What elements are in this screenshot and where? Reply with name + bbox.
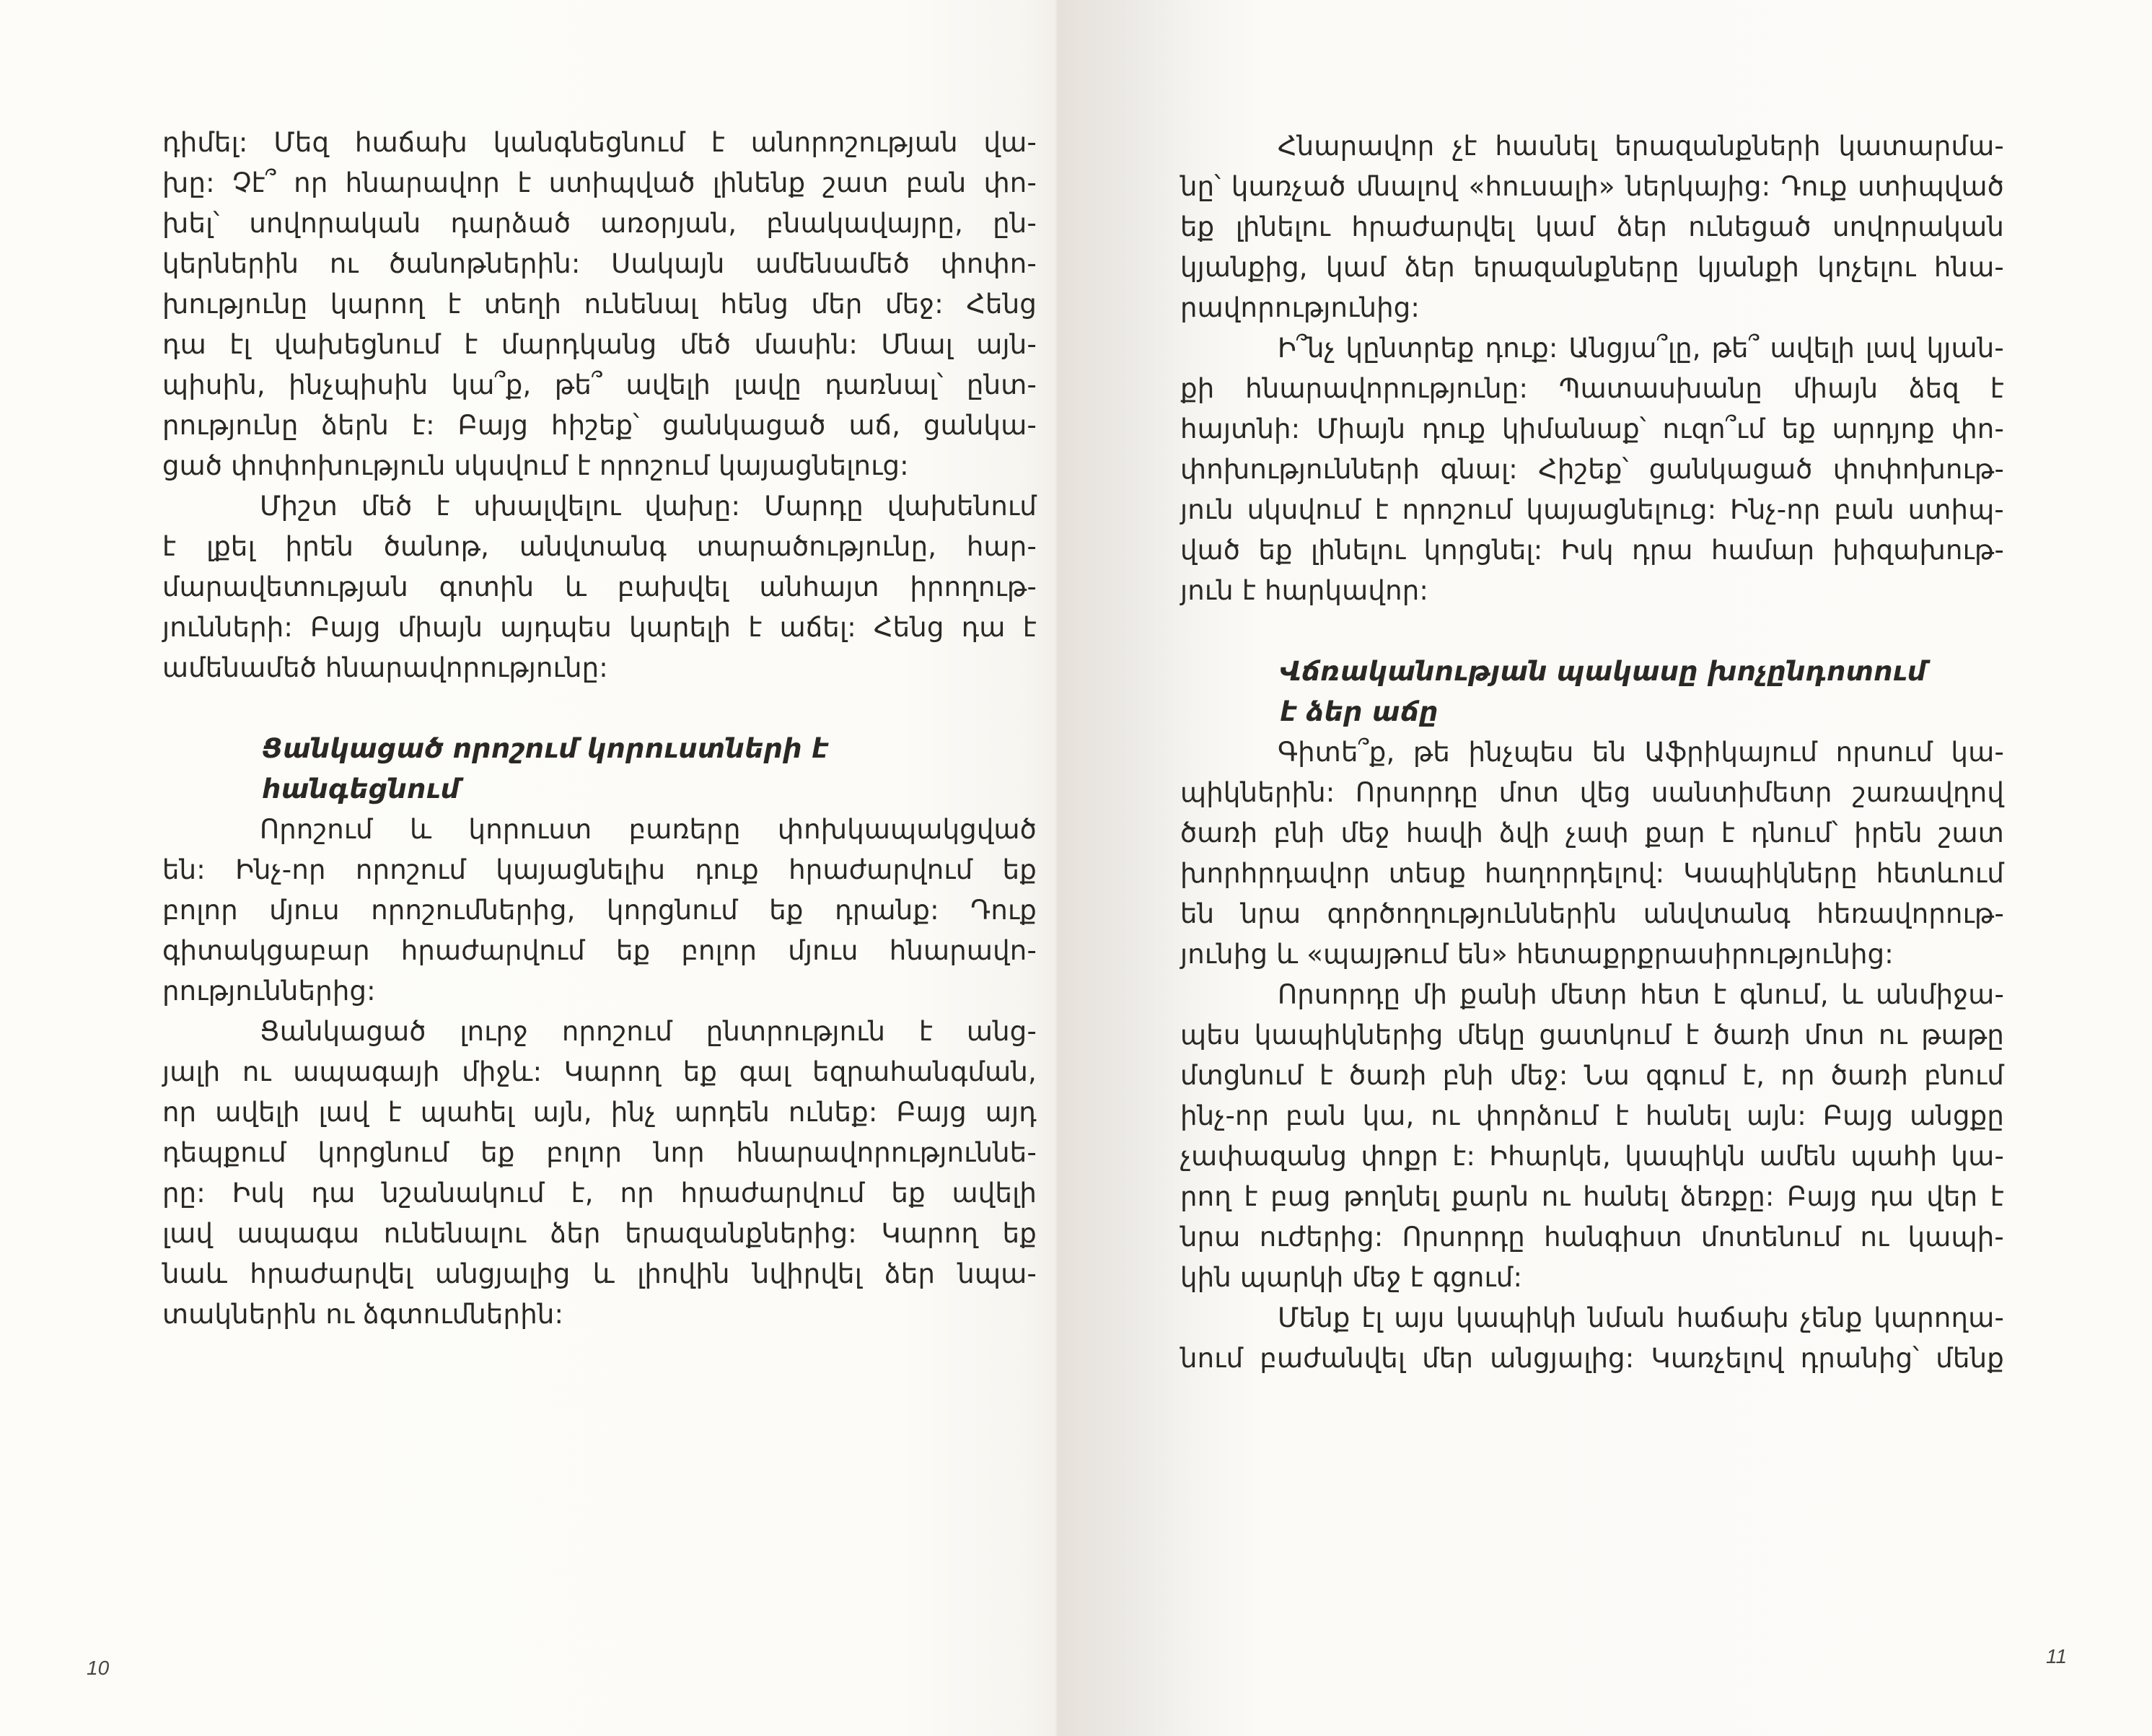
text-line: լավ ապագա ունենալու ձեր երազանքներից: Կարող եք: [162, 1218, 1037, 1249]
text-line: կյանքից, կամ ձեր երազանքները կյանքի կոչելու հնա-: [1180, 252, 2004, 283]
text-line: նում բաժանվել մեր անցյալից: Կառչելով դրանից՝ մենք: [1180, 1343, 2004, 1374]
right-page-text: [1180, 126, 2004, 1379]
paragraph: [1180, 126, 2004, 328]
text-line: ծառի բնի մեջ հավի ձվի չափ քար է դնում՝ իրեն շատ: [1180, 817, 2004, 849]
section-heading: [162, 729, 1037, 810]
section-spacer: [1180, 611, 2004, 652]
paragraph: [1180, 1298, 2004, 1379]
heading-line: Ցանկացած որոշում կորուստների է: [262, 733, 829, 764]
text-line: կին պարկի մեջ է գցում:: [1180, 1262, 1523, 1293]
paragraph: [1180, 975, 2004, 1298]
paragraph: [162, 123, 1037, 486]
text-line: հայտնի: Միայն դուք կիմանաք՝ ուզո՞ւմ եք արդյոք փո-: [1180, 413, 2004, 444]
text-line: նը՝ կառչած մնալով «հուսալի» ներկայից: Դուք ստիպված: [1180, 171, 2004, 202]
section-spacer: [162, 688, 1037, 729]
text-line: րությունը ձերն է: Բայց հիշեք՝ ցանկացած աճ, ցանկա-: [162, 410, 1037, 441]
text-line: Գիտե՞ք, թե ինչպես են Աֆրիկայում որսում կա-: [1278, 737, 2004, 768]
text-line: րող է բաց թողնել քարն ու հանել ձեռքը: Բայց դա վեր է: [1180, 1181, 2004, 1212]
text-line: րավորությունից:: [1180, 292, 1420, 323]
text-line: որ ավելի լավ է պահել այն, ինչ արդեն ունեք: Բայց այդ: [162, 1097, 1037, 1128]
text-line: կերներին ու ծանոթներին: Սակայն ամենամեծ փոփո-: [162, 248, 1037, 279]
section-heading: [1180, 652, 2004, 732]
text-line: ված եք լինելու կորցնել: Իսկ դրա համար խիզախութ-: [1180, 535, 2004, 566]
page-number-left: 10: [87, 1657, 110, 1679]
text-line: Որսորդը մի քանի մետր հետ է գնում, և անմիջա-: [1278, 979, 2004, 1010]
text-line: մարավետության գոտին և բախվել անհայտ իրողութ-: [162, 571, 1037, 602]
text-line: Հնարավոր չէ հասնել երազանքների կատարմա-: [1278, 131, 2004, 162]
text-line: Ցանկացած լուրջ որոշում ընտրություն է անց-: [260, 1016, 1037, 1047]
text-line: դեպքում կորցնում եք բոլոր նոր հնարավորություննե-: [162, 1137, 1037, 1168]
text-line: խությունը կարող է տեղի ունենալ հենց մեր մեջ: Հենց: [162, 289, 1037, 320]
text-line: են նրա գործողություններին անվտանգ հեռավորութ-: [1180, 898, 2004, 929]
text-line: յուն է հարկավոր:: [1180, 575, 1429, 606]
paragraph: [162, 810, 1037, 1012]
text-line: քի հնարավորությունը: Պատասխանը միայն ձեզ է: [1180, 373, 2004, 404]
text-line: ցած փոփոխություն սկսվում է որոշում կայացնելուց:: [162, 450, 909, 481]
text-line: Մենք էլ այս կապիկի նման հաճախ չենք կարողա-: [1278, 1302, 2004, 1333]
text-line: նաև հրաժարվել անցյալից և լիովին նվիրվել ձեր նպա-: [162, 1258, 1037, 1289]
left-page: [0, 0, 1058, 1736]
text-line: յուն սկսվում է որոշում կայացնելուց: Ինչ-որ բան ստիպ-: [1180, 494, 2004, 525]
left-page-text: [162, 123, 1037, 1335]
heading-line: Վճռականության պակասը խոչընդոտում: [1280, 656, 1927, 687]
text-line: եք լինելու հրաժարվել կամ ձեր ունեցած սովորական: [1180, 211, 2004, 242]
text-line: րություններից:: [162, 976, 376, 1007]
paragraph: [162, 486, 1037, 688]
text-line: խը: Չէ՞ որ հնարավոր է ստիպված լինենք շատ բան փո-: [162, 167, 1037, 198]
text-line: փոխությունների գնալ: Հիշեք՝ ցանկացած փոփոխութ-: [1180, 454, 2004, 485]
text-line: բոլոր մյուս որոշումներից, կորցնում եք դրանք: Դուք: [162, 895, 1037, 926]
text-line: պիսին, ինչպիսին կա՞ք, թե՞ ավելի լավը դառնալ՝ ընտ-: [162, 369, 1037, 400]
text-line: պիկներին: Որսորդը մոտ վեց սանտիմետր շառավղով: [1180, 777, 2004, 808]
text-line: տակներին ու ձգտումներին:: [162, 1299, 564, 1330]
text-line: գիտակցաբար հրաժարվում եք բոլոր մյուս հնարավո-: [162, 935, 1037, 966]
text-line: պես կապիկներից մեկը ցատկում է ծառի մոտ ու թաթը: [1180, 1020, 2004, 1051]
heading-line: հանգեցնում: [262, 773, 460, 805]
text-line: դա էլ վախեցնում է մարդկանց մեծ մասին: Մնալ այն-: [162, 329, 1037, 360]
text-line: րը: Իսկ դա նշանակում է, որ հրաժարվում եք ավելի: [162, 1178, 1037, 1209]
text-line: նրա ուժերից: Որսորդը հանգիստ մոտենում ու կապի-: [1180, 1222, 2004, 1253]
paragraph: [1180, 732, 2004, 975]
text-line: ինչ-որ բան կա, ու փորձում է հանել այն: Բայց անցքը: [1180, 1100, 2004, 1131]
text-line: չափազանց փոքր է: Իհարկե, կապիկն ամեն պահի կա-: [1180, 1141, 2004, 1172]
text-line: են: Ինչ-որ որոշում կայացնելիս դուք հրաժարվում եք: [162, 854, 1037, 885]
text-line: է լքել իրեն ծանոթ, անվտանգ տարածությունը, հար-: [162, 531, 1037, 562]
text-line: յալի ու ապագայի միջև: Կարող եք գալ եզրահանգման,: [162, 1056, 1037, 1087]
page-number-right: 11: [2046, 1645, 2068, 1667]
text-line: Որոշում և կորուստ բառերը փոխկապակցված: [260, 814, 1037, 845]
paragraph: [1180, 328, 2004, 611]
heading-line: է ձեր աճը: [1280, 696, 1439, 727]
text-line: Միշտ մեծ է սխալվելու վախը: Մարդը վախենում: [260, 491, 1037, 522]
text-line: ամենամեծ հնարավորությունը:: [162, 652, 608, 683]
text-line: յունից և «պայթում են» հետաքրքրասիրությունից:: [1180, 939, 1894, 970]
text-line: խորհրդավոր տեսք հաղորդելով: Կապիկները հետևում: [1180, 858, 2004, 889]
text-line: դիմել: Մեզ հաճախ կանգնեցնում է անորոշության վա-: [162, 127, 1037, 158]
text-line: խել՝ սովորական դարձած առօրյան, բնակավայրը, ըն-: [162, 208, 1037, 239]
text-line: յունների: Բայց միայն այդպես կարելի է աճել: Հենց դա է: [162, 612, 1037, 643]
text-line: Ի՞նչ կընտրեք դուք: Անցյա՞լը, թե՞ ավելի լավ կյան-: [1278, 333, 2004, 364]
text-line: մտցնում է ծառի բնի մեջ: Նա զգում է, որ ծառի բնում: [1180, 1060, 2004, 1091]
paragraph: [162, 1012, 1037, 1335]
